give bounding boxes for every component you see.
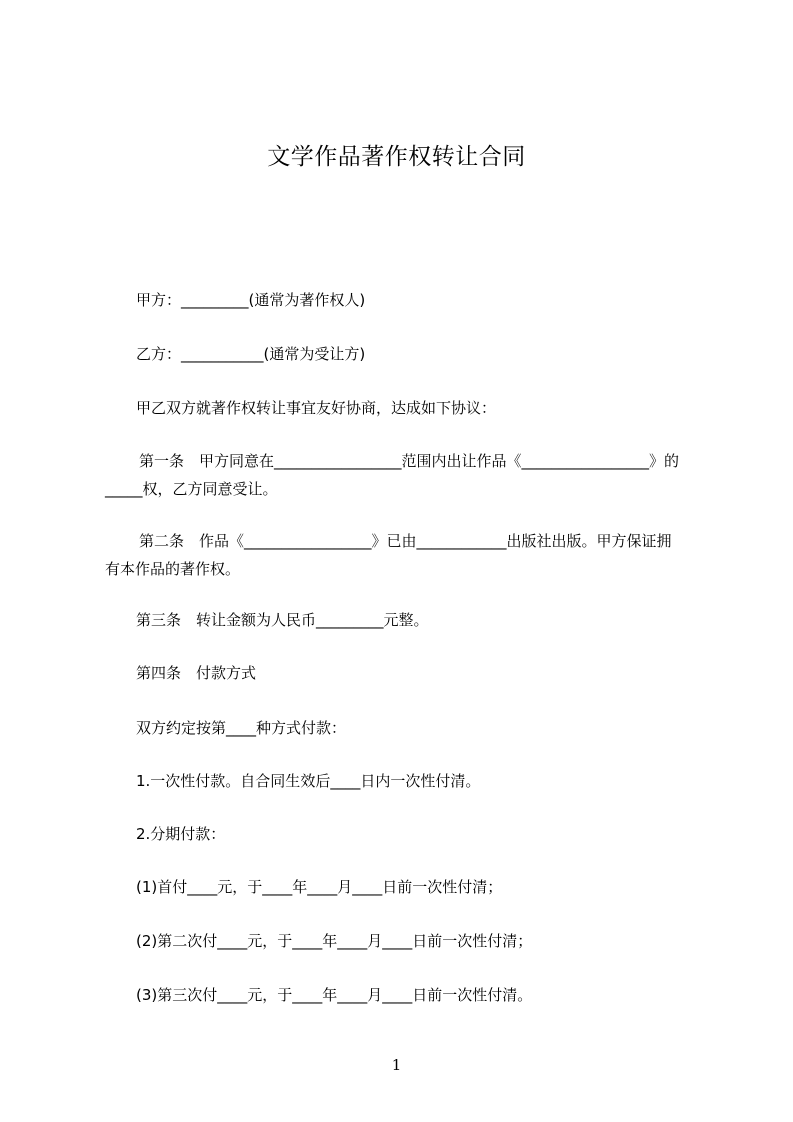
page-number: 1: [391, 1056, 402, 1074]
article-1-line-2: _____权，乙方同意受让。: [105, 480, 278, 498]
payment-option-1: 1.一次性付款。自合同生效后____日内一次性付清。: [136, 772, 481, 790]
installment-1: (1)首付____元，于____年____月____日前一次性付清；: [136, 878, 503, 896]
party-b-line: 乙方：___________(通常为受让方): [136, 345, 366, 363]
party-a-line: 甲方：_________(通常为著作权人): [136, 291, 366, 309]
agreement-intro: 甲乙双方就著作权转让事宜友好协商，达成如下协议：: [136, 399, 497, 417]
article-2-line-2: 有本作品的著作权。: [105, 560, 241, 578]
payment-method-choice: 双方约定按第____种方式付款：: [136, 719, 347, 737]
article-1-line-1: 第一条 甲方同意在_________________范围内出让作品《_________________》的: [139, 452, 680, 470]
document-title: 文学作品著作权转让合同: [267, 144, 526, 170]
installment-2: (2)第二次付____元，于____年____月____日前一次性付清；: [136, 932, 533, 950]
payment-option-2: 2.分期付款：: [136, 825, 226, 843]
article-4-heading: 第四条 付款方式: [136, 664, 257, 682]
article-3: 第三条 转让金额为人民币_________元整。: [136, 611, 429, 629]
article-2-line-1: 第二条 作品《_________________》已由____________出版社出版。甲方保证拥: [139, 532, 672, 550]
installment-3: (3)第三次付____元，于____年____月____日前一次性付清。: [136, 986, 533, 1004]
